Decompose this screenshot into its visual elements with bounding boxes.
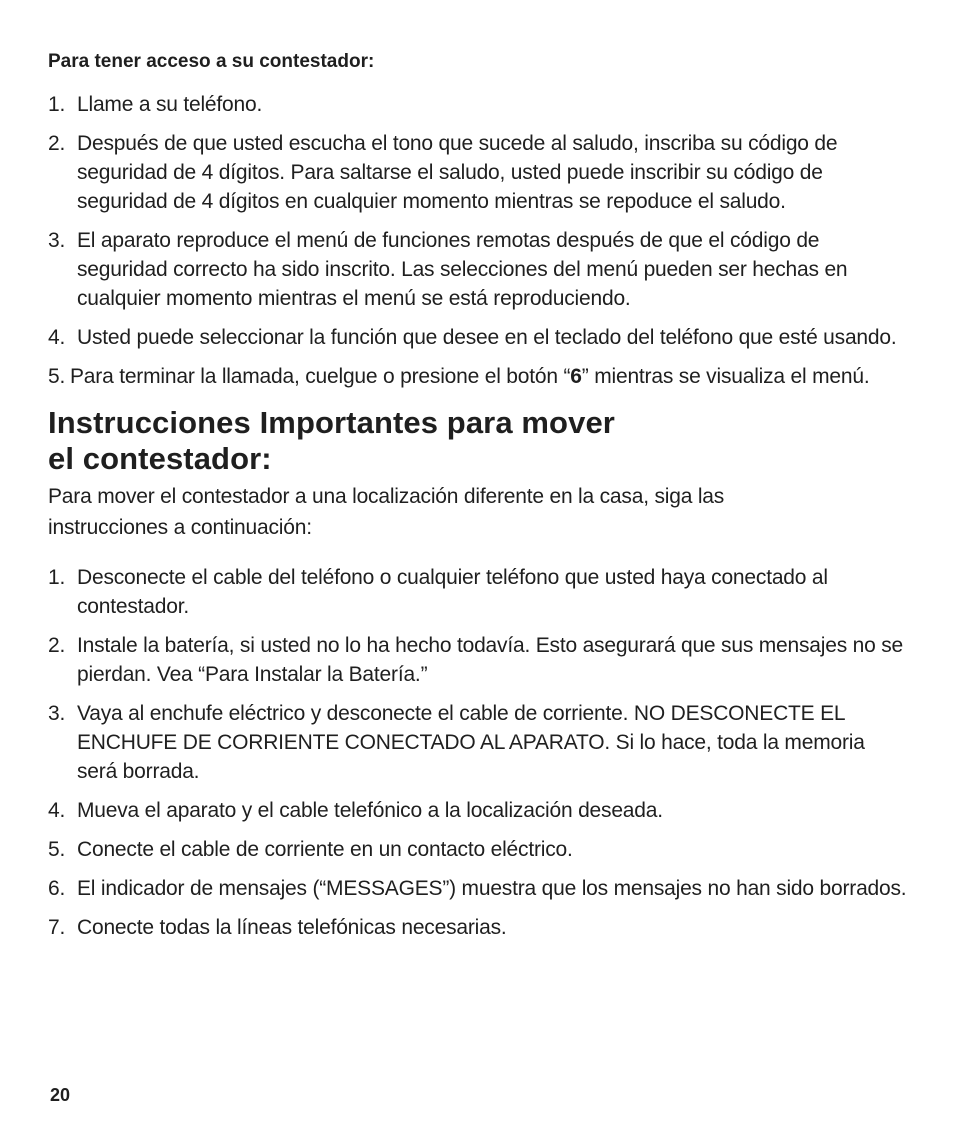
step-text: Desconecte el cable del teléfono o cualquier teléfono que usted haya conectado al contestador.	[77, 566, 828, 618]
step-text: Mueva el aparato y el cable telefónico a la localización deseada.	[77, 799, 663, 822]
manual-page	[48, 50, 910, 952]
step-number: 3.	[48, 702, 66, 725]
list-item	[48, 874, 910, 903]
intro-line: Para mover el contestador a una localización diferente en la casa, siga las	[48, 485, 725, 508]
step-text: Conecte todas la líneas telefónicas necesarias.	[77, 916, 507, 939]
move-intro-paragraph	[48, 481, 910, 543]
move-steps-list	[48, 563, 910, 942]
list-item	[48, 129, 910, 216]
intro-line: instrucciones a continuación:	[48, 516, 312, 539]
list-item	[48, 362, 910, 391]
step-number: 3.	[48, 229, 66, 252]
step-text: Vaya al enchufe eléctrico y desconecte el cable de corriente. NO DESCONECTE EL ENCHUFE DE CORRIENTE CONECTADO AL APARATO. Si lo hace, toda la memoria será borrada.	[77, 702, 865, 783]
step-text: El indicador de mensajes (“MESSAGES”) muestra que los mensajes no han sido borrados.	[77, 877, 907, 900]
heading-line: Instrucciones Importantes para mover	[48, 405, 615, 440]
step-text-before: Para terminar la llamada, cuelgue o presione el botón “	[70, 365, 571, 388]
step-number: 7.	[48, 916, 66, 939]
key-six: 6	[570, 365, 582, 388]
list-item	[48, 796, 910, 825]
step-text: Conecte el cable de corriente en un contacto eléctrico.	[77, 838, 573, 861]
list-item	[48, 323, 910, 352]
list-item	[48, 835, 910, 864]
heading-line: el contestador:	[48, 441, 272, 476]
step-text: Llame a su teléfono.	[77, 93, 263, 116]
step-number: 2.	[48, 634, 66, 657]
step-text: Usted puede seleccionar la función que desee en el teclado del teléfono que esté usando.	[77, 326, 897, 349]
step-number: 4.	[48, 799, 66, 822]
step-number: 2.	[48, 132, 66, 155]
page-number: 20	[50, 1085, 71, 1105]
step-number: 1.	[48, 566, 66, 589]
step-text: Después de que usted escucha el tono que sucede al saludo, inscriba su código de seguridad de 4 dígitos. Para saltarse el saludo, usted puede inscribir su código de seguridad de 4 dígitos en cualquier momento mientras se repoduce el saludo.	[77, 132, 838, 213]
step-number: 5.	[48, 838, 66, 861]
list-item	[48, 631, 910, 689]
list-item	[48, 699, 910, 786]
access-answerer-subheading: Para tener acceso a su contestador:	[48, 51, 375, 72]
step-text: El aparato reproduce el menú de funciones remotas después de que el código de seguridad correcto ha sido inscrito. Las selecciones del menú pueden ser hechas en cualquier momento mientras el menú se está reproduciendo.	[77, 229, 848, 310]
list-item	[48, 563, 910, 621]
step-text-after: ” mientras se visualiza el menú.	[581, 365, 870, 388]
access-steps-list	[48, 90, 910, 391]
list-item	[48, 913, 910, 942]
list-item	[48, 90, 910, 119]
step-text	[70, 365, 870, 388]
step-number: 1.	[48, 93, 66, 116]
list-item	[48, 226, 910, 313]
step-number: 5.	[48, 365, 66, 388]
step-number: 6.	[48, 877, 66, 900]
move-instructions-heading	[48, 405, 910, 477]
step-text: Instale la batería, si usted no lo ha hecho todavía. Esto asegurará que sus mensajes no se pierdan. Vea “Para Instalar la Batería.”	[77, 634, 904, 686]
step-number: 4.	[48, 326, 66, 349]
